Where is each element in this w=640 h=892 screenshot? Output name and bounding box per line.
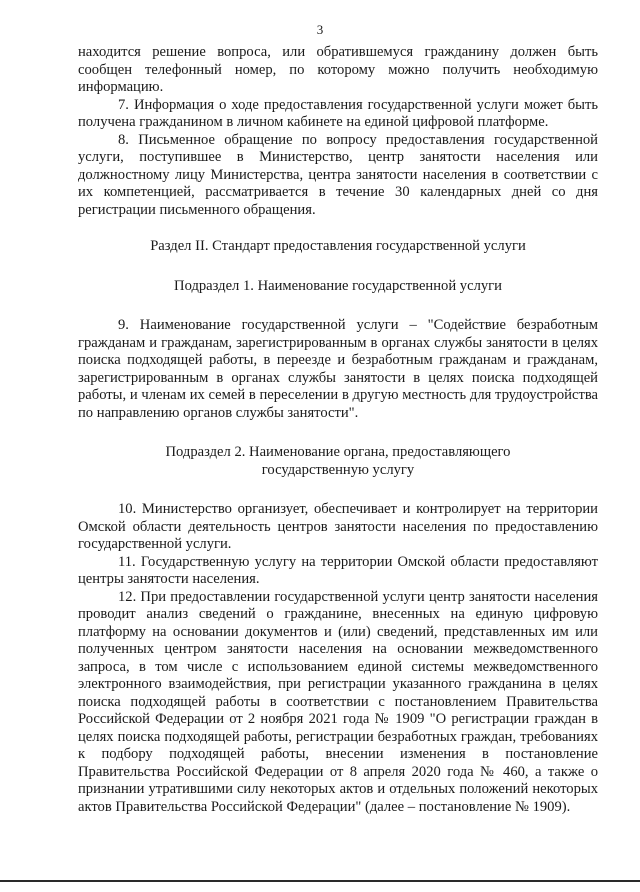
document-body (78, 44, 598, 816)
paragraph-continuation: находится решение вопроса, или обратившемуся гражданину должен быть сообщен телефонный номер, по которому можно получить необходимую информацию. (78, 44, 598, 95)
subsection-2-heading-line2: государственную услугу (261, 461, 415, 478)
subsection-1-heading: Подраздел 1. Наименование государственной услуги (174, 277, 502, 294)
paragraph-8: 8. Письменное обращение по вопросу предоставления государственной услуги, поступившее в Министерство, центр занятости населения или должностному лицу Министерства, центра занятости населения в соответствии с их компетенцией, рассматривается в течение 30 календарных дней со дня регистрации письменного обращения. (78, 131, 598, 218)
page-number: 3 (316, 22, 324, 37)
paragraph-10: 10. Министерство организует, обеспечивает и контролирует на территории Омской области деятельность центров занятости населения по предоставлению государственной услуги. (78, 501, 598, 552)
paragraph-12: 12. При предоставлении государственной услуги центр занятости населения проводит анализ сведений о гражданине, внесенных на единую цифровую платформу на основании документов и (или) сведений, представленных им или полученных центром занятости населения на основании межведомственного запроса, в том числе с использованием единой системы межведомственного электронного взаимодействия, при регистрации указанного гражданина в целях поиска подходящей работы в соответствии с постановлением Правительства Российской Федерации от 2 ноября 2021 года № 1909 "О регистрации граждан в целях поиска подходящей работы, регистрации безработных граждан, требованиях к подбору подходящей работы, внесении изменения в постановление Правительства Российской Федерации от 8 апреля 2020 года № 460, а также о признании утратившими силу некоторых актов и отдельных положений некоторых актов Правительства Российской Федерации" (далее – постановление № 1909). (78, 588, 598, 815)
subsection-2-heading-line1: Подраздел 2. Наименование органа, предоставляющего (165, 444, 511, 460)
bottom-scan-edge (0, 880, 640, 882)
paragraph-9: 9. Наименование государственной услуги – "Содействие безработным гражданам и гражданам, зарегистрированным в органах службы занятости в целях поиска подходящей работы, в переезде и безработным гражданам и гражданам, зарегистрированным в органах службы занятости в целях поиска подходящей работы, и членам их семей в переселении в другую местность для трудоустройства по направлению органов службы занятости". (78, 317, 598, 421)
paragraph-7: 7. Информация о ходе предоставления государственной услуги может быть получена гражданином в личном кабинете на единой цифровой платформе. (78, 96, 598, 130)
paragraph-11: 11. Государственную услугу на территории Омской области предоставляют центры занятости населения. (78, 553, 598, 587)
section-heading: Раздел II. Стандарт предоставления государственной услуги (150, 238, 526, 254)
